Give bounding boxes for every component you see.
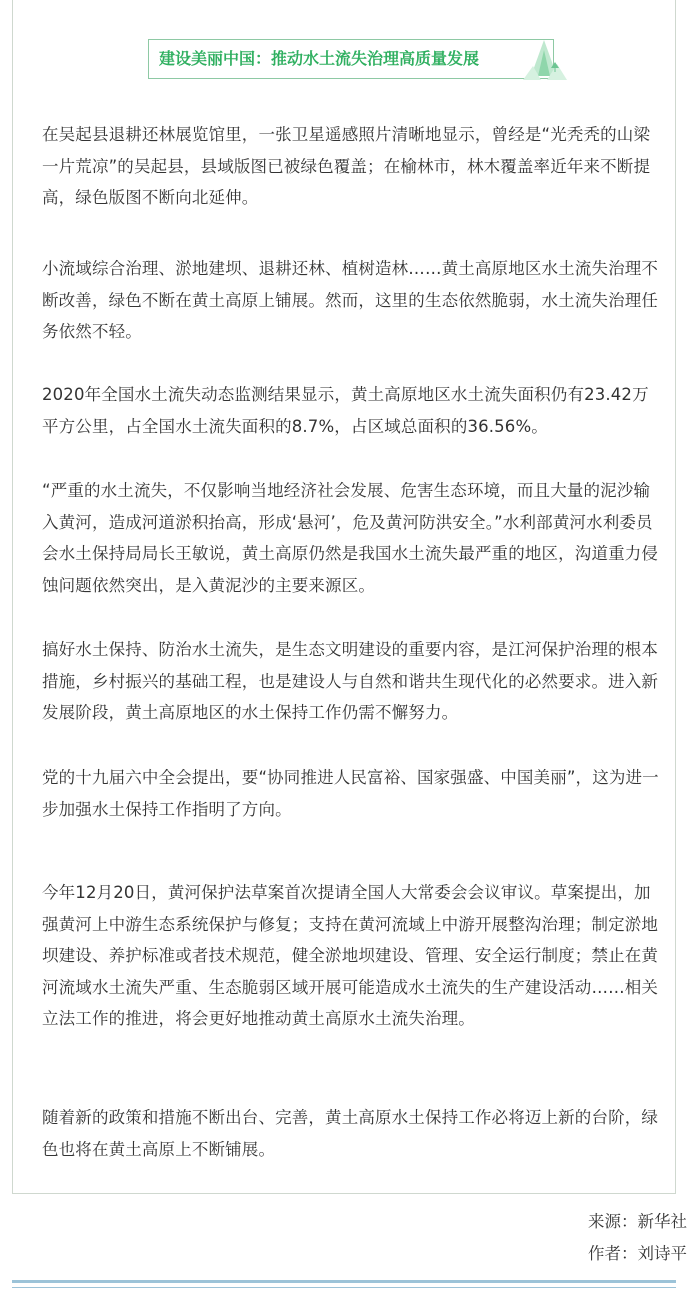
article-paragraph-6: 党的十九届六中全会提出，要“协同推进人民富裕、国家强盛、中国美丽”，这为进一步加强水土保持工作指明了方向。: [42, 768, 659, 819]
footer-divider-thin: [12, 1287, 676, 1288]
article-paragraph-7: 今年12月20日，黄河保护法草案首次提请全国人大常委会会议审议。草案提出，加强黄河上中游生态系统保护与修复；支持在黄河流域上中游开展整沟治理；制定淤地坝建设、养护标准或者技术规范，健全淤地坝建设、管理、安全运行制度；禁止在黄河流域水土流失严重、生态脆弱区域开展可能造成水土流失的生产建设活动……相关立法工作的推进，将会更好地推动黄土高原水土流失治理。: [42, 883, 659, 1028]
article-paragraph-1: 在吴起县退耕还林展览馆里，一张卫星遥感照片清晰地显示，曾经是“光秃秃的山梁一片荒凉”的吴起县，县域版图已被绿色覆盖；在榆林市，林木覆盖率近年来不断提高，绿色版图不断向北延伸。: [42, 125, 651, 207]
section-title-box: [148, 39, 554, 79]
tree-mountain-icon: [521, 36, 567, 82]
footer-divider: [12, 1280, 676, 1283]
article-author: 作者：刘诗平: [588, 1244, 687, 1263]
article-source: 来源：新华社: [588, 1212, 687, 1231]
section-title: 建设美丽中国：推动水土流失治理高质量发展: [159, 49, 480, 68]
article-paragraph-8: 随着新的政策和措施不断出台、完善，黄土高原水土保持工作必将迈上新的台阶，绿色也将在黄土高原上不断铺展。: [42, 1108, 659, 1159]
article-paragraph-2: 小流域综合治理、淤地建坝、退耕还林、植树造林……黄土高原地区水土流失治理不断改善，绿色不断在黄土高原上铺展。然而，这里的生态依然脆弱，水土流失治理任务依然不轻。: [42, 259, 659, 341]
article-paragraph-3: 2020年全国水土流失动态监测结果显示，黄土高原地区水土流失面积仍有23.42万平方公里，占全国水土流失面积的8.7%，占区域总面积的36.56%。: [42, 385, 649, 436]
article-paragraph-5: 搞好水土保持、防治水土流失，是生态文明建设的重要内容，是江河保护治理的根本措施，乡村振兴的基础工程，也是建设人与自然和谐共生现代化的必然要求。进入新发展阶段，黄土高原地区的水土保持工作仍需不懈努力。: [42, 640, 659, 722]
article-paragraph-4: “严重的水土流失，不仅影响当地经济社会发展、危害生态环境，而且大量的泥沙输入黄河，造成河道淤积抬高，形成‘悬河’，危及黄河防洪安全。”水利部黄河水利委员会水土保持局局长王敏说，黄土高原仍然是我国水土流失最严重的地区，沟道重力侵蚀问题依然突出，是入黄泥沙的主要来源区。: [42, 481, 659, 595]
